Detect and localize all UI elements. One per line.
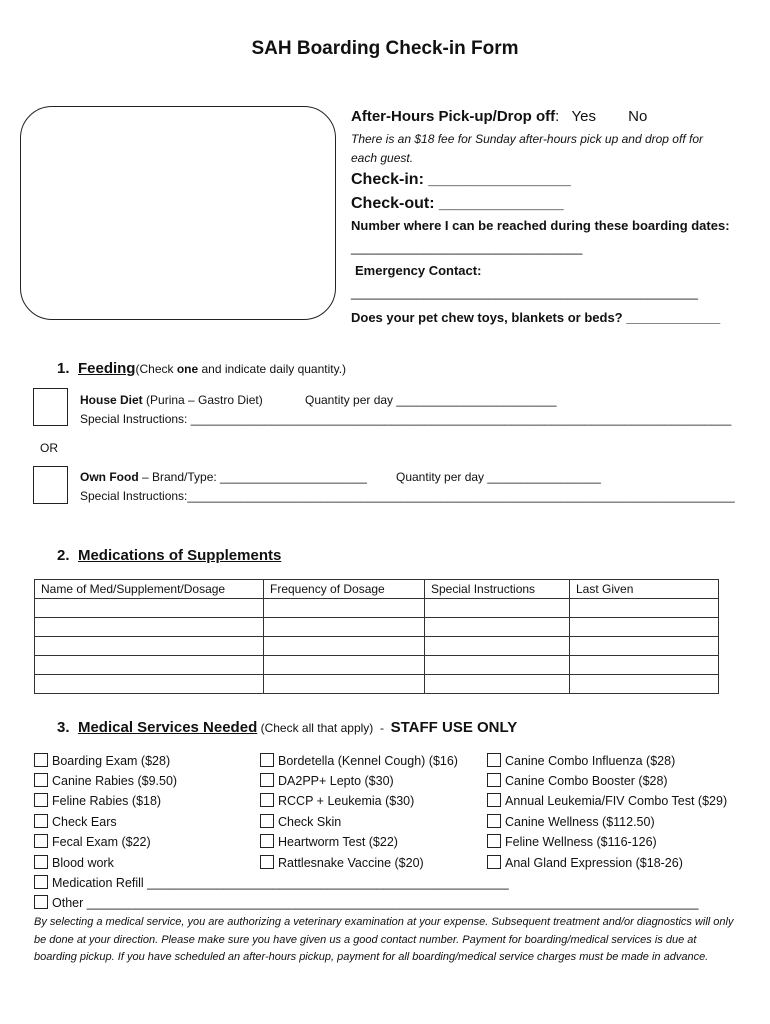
service-checkbox[interactable] [260, 834, 398, 849]
service-label: Fecal Exam ($22) [52, 835, 151, 849]
disclaimer-text: By selecting a medical service, you are authorizing a veterinary examination at your expense. Subsequent treatment and/or diagnostics will only be done at your direction. Please make sure you have given us a good contact number. Payment for boarding/medical services is due at boarding pickup. If you have scheduled an after-hours pickup, payment for all boarding/medical service charges must be made in advance. [34, 916, 734, 963]
house-diet-row [80, 393, 263, 407]
service-label: Check Ears [52, 815, 117, 829]
own-food-row[interactable] [80, 470, 367, 484]
checkbox-icon[interactable] [34, 753, 48, 767]
checkbox-icon[interactable] [34, 773, 48, 787]
table-cell[interactable] [570, 656, 719, 675]
column-header: Last Given [570, 580, 719, 599]
column-header: Frequency of Dosage [264, 580, 425, 599]
feeding-note-pre: (Check [135, 362, 177, 376]
after-hours-fee-note-1: There is an $18 fee for Sunday after-hours pick up and drop off for [351, 132, 703, 146]
checkbox-icon[interactable] [34, 895, 48, 909]
services-number: 3. [57, 719, 70, 736]
table-cell[interactable] [570, 637, 719, 656]
or-label: OR [40, 441, 58, 455]
checkbox-icon[interactable] [487, 773, 501, 787]
pet-photo-box [20, 106, 336, 320]
checkbox-icon[interactable] [260, 814, 274, 828]
table-row [35, 599, 719, 618]
feeding-heading: Feeding [77, 360, 136, 377]
table-cell[interactable] [35, 599, 264, 618]
phone-label: Number where I can be reached during these boarding dates: [351, 218, 730, 233]
phone-field[interactable]: ________________________________ [351, 240, 583, 255]
service-label: Canine Combo Booster ($28) [505, 774, 668, 788]
medication-refill-field[interactable] [34, 875, 509, 890]
service-checkbox[interactable] [34, 793, 161, 808]
service-label: Canine Rabies ($9.50) [52, 774, 178, 788]
checkbox-icon[interactable] [487, 814, 501, 828]
services-heading-row [57, 719, 517, 737]
service-checkbox[interactable] [34, 834, 151, 849]
table-cell[interactable] [35, 675, 264, 694]
table-cell[interactable] [425, 637, 570, 656]
checkbox-icon[interactable] [34, 814, 48, 828]
service-label: Rattlesnake Vaccine ($20) [278, 856, 424, 870]
service-checkbox[interactable] [34, 753, 170, 768]
service-label: Blood work [52, 856, 114, 870]
own-food-brand: – Brand/Type: ______________________ [138, 470, 367, 484]
service-label: Check Skin [278, 815, 342, 829]
after-hours-row [351, 108, 647, 125]
table-cell[interactable] [264, 599, 425, 618]
service-label: Feline Wellness ($116-126) [505, 835, 657, 849]
after-hours-label: After-Hours Pick-up/Drop off [351, 108, 556, 125]
own-food-special-instructions[interactable]: Special Instructions:__________________________________________________________________________________ [80, 489, 735, 503]
checkbox-icon[interactable] [34, 875, 48, 889]
checkbox-icon[interactable] [34, 793, 48, 807]
emergency-contact-field[interactable]: ________________________________________________ [351, 285, 699, 300]
other-service-field[interactable] [34, 895, 699, 910]
service-label: Boarding Exam ($28) [52, 754, 171, 768]
service-checkbox[interactable] [260, 855, 424, 870]
checkbox-icon[interactable] [487, 834, 501, 848]
checkbox-icon[interactable] [260, 793, 274, 807]
service-label: Canine Combo Influenza ($28) [505, 754, 676, 768]
emergency-contact-label: Emergency Contact: [355, 263, 482, 278]
medications-table [34, 579, 719, 694]
service-label: DA2PP+ Lepto ($30) [278, 774, 394, 788]
table-row [35, 675, 719, 694]
service-label: RCCP + Leukemia ($30) [278, 794, 415, 808]
table-row [35, 656, 719, 675]
checkin-field[interactable]: Check-in: ________________ [351, 171, 571, 188]
table-cell[interactable] [264, 637, 425, 656]
table-cell[interactable] [425, 618, 570, 637]
house-diet-quantity[interactable]: Quantity per day ________________________ [305, 393, 557, 407]
service-label: Heartworm Test ($22) [278, 835, 398, 849]
table-cell[interactable] [35, 637, 264, 656]
house-diet-checkbox[interactable] [33, 388, 68, 426]
table-cell[interactable] [425, 675, 570, 694]
medications-number: 2. [57, 547, 70, 564]
house-diet-desc: (Purina – Gastro Diet) [142, 393, 263, 407]
checkbox-icon[interactable] [260, 855, 274, 869]
table-cell[interactable] [570, 675, 719, 694]
table-cell[interactable] [35, 656, 264, 675]
feeding-heading-row [57, 360, 346, 378]
service-checkbox[interactable] [260, 793, 414, 808]
service-checkbox[interactable] [260, 773, 394, 788]
table-cell[interactable] [264, 675, 425, 694]
table-cell[interactable] [264, 618, 425, 637]
table-cell[interactable] [264, 656, 425, 675]
table-cell[interactable] [425, 656, 570, 675]
other-service-label: Other ________________________________________________________________________________________ [52, 896, 699, 910]
service-checkbox[interactable] [487, 773, 668, 788]
service-checkbox[interactable] [487, 855, 683, 870]
service-checkbox[interactable] [487, 793, 727, 808]
table-row [35, 637, 719, 656]
feeding-note-post: and indicate daily quantity.) [198, 362, 347, 376]
after-hours-yes[interactable]: Yes [571, 108, 596, 125]
checkbox-icon[interactable] [487, 793, 501, 807]
table-row [35, 618, 719, 637]
service-checkbox[interactable] [34, 855, 114, 870]
service-checkbox[interactable] [487, 814, 655, 829]
feeding-note-bold: one [176, 362, 199, 376]
service-checkbox[interactable] [34, 814, 117, 829]
table-cell[interactable] [570, 599, 719, 618]
medications-heading: Medications of Supplements [77, 547, 282, 564]
after-hours-colon: : [555, 108, 560, 125]
table-cell[interactable] [425, 599, 570, 618]
own-food-label: Own Food [80, 470, 139, 484]
medications-heading-row [57, 547, 281, 565]
checkbox-icon[interactable] [260, 773, 274, 787]
checkbox-icon[interactable] [487, 855, 501, 869]
service-checkbox[interactable] [487, 753, 675, 768]
service-checkbox[interactable] [34, 773, 177, 788]
house-diet-special-instructions[interactable]: Special Instructions: _________________________________________________________________________________ [80, 412, 732, 426]
service-checkbox[interactable] [260, 814, 341, 829]
checkout-field[interactable]: Check-out: ______________ [351, 195, 564, 212]
service-checkbox[interactable] [487, 834, 657, 849]
service-label: Canine Wellness ($112.50) [505, 815, 655, 829]
column-header: Name of Med/Supplement/Dosage [35, 580, 264, 599]
house-diet-label: House Diet [80, 393, 143, 407]
column-header: Special Instructions [425, 580, 570, 599]
after-hours-fee-note-2: each guest. [351, 151, 414, 165]
checkbox-icon[interactable] [34, 834, 48, 848]
checkbox-icon[interactable] [260, 834, 274, 848]
own-food-checkbox[interactable] [33, 466, 68, 504]
service-label: Bordetella (Kennel Cough) ($16) [278, 754, 458, 768]
chew-question[interactable]: Does your pet chew toys, blankets or beds? _____________ [351, 310, 721, 325]
form-title: SAH Boarding Check-in Form [251, 38, 519, 59]
staff-use-only-label: STAFF USE ONLY [390, 719, 518, 736]
after-hours-no[interactable]: No [628, 108, 648, 125]
checkbox-icon[interactable] [260, 753, 274, 767]
service-label: Annual Leukemia/FIV Combo Test ($29) [505, 794, 728, 808]
checkbox-icon[interactable] [34, 855, 48, 869]
feeding-number: 1. [57, 360, 70, 377]
table-cell[interactable] [570, 618, 719, 637]
service-checkbox[interactable] [260, 753, 458, 768]
service-label: Feline Rabies ($18) [52, 794, 162, 808]
service-label: Anal Gland Expression ($18-26) [505, 856, 683, 870]
own-food-quantity[interactable]: Quantity per day _________________ [396, 470, 601, 484]
services-note: (Check all that apply) - [257, 721, 391, 735]
checkbox-icon[interactable] [487, 753, 501, 767]
table-header-row [35, 580, 719, 599]
medication-refill-label: Medication Refill ____________________________________________________ [52, 876, 509, 890]
table-cell[interactable] [35, 618, 264, 637]
services-heading: Medical Services Needed [77, 719, 258, 736]
